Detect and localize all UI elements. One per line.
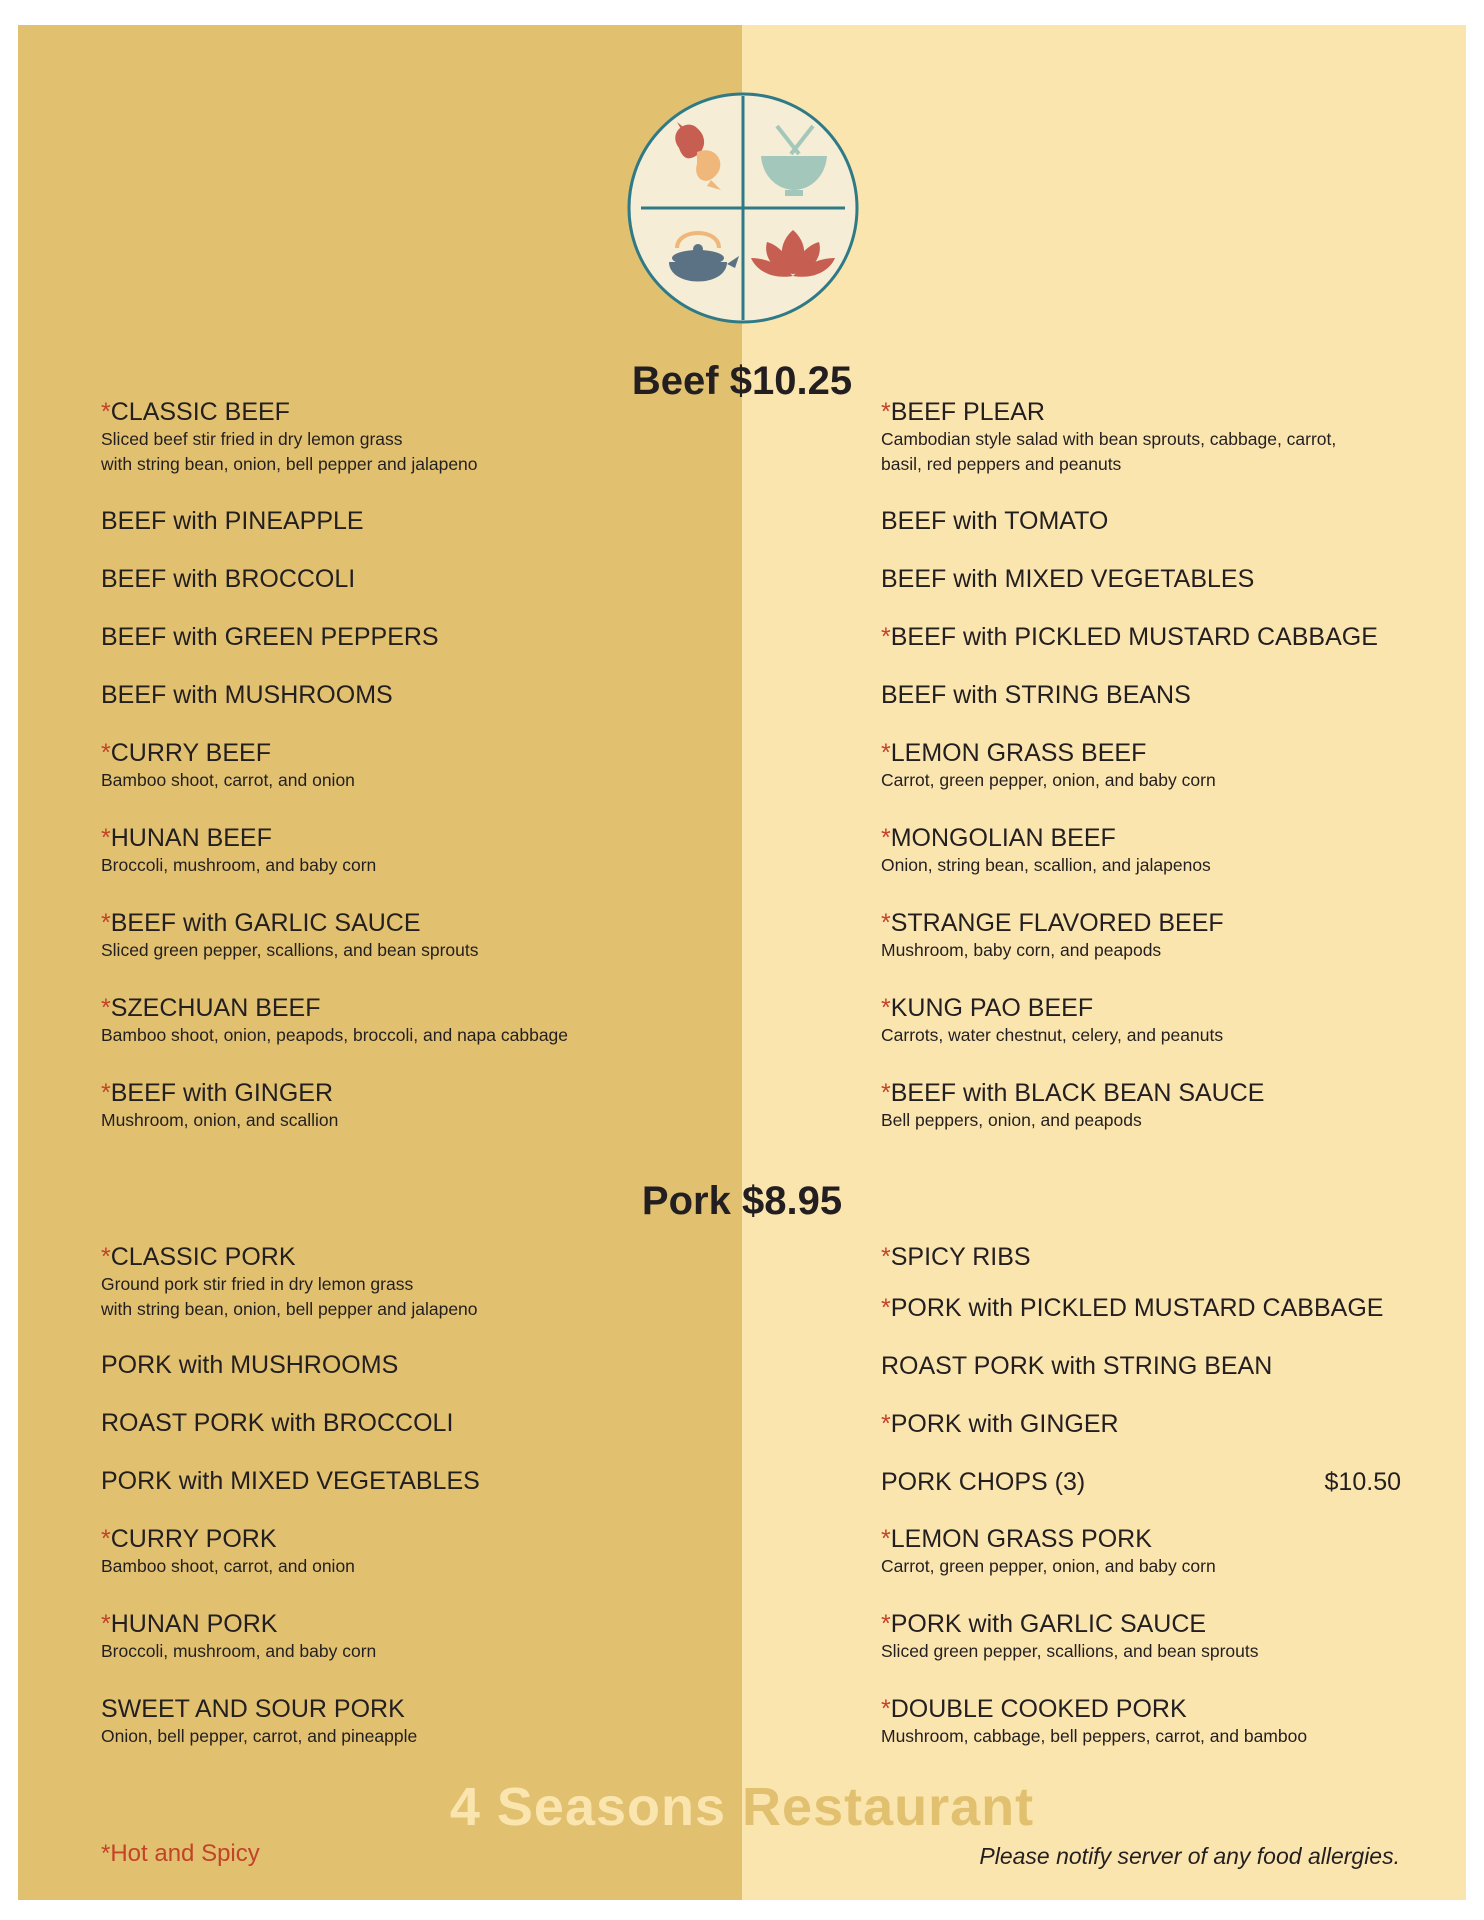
item-description: Carrot, green pepper, onion, and baby corn <box>881 1556 1216 1576</box>
item-name <box>881 738 1401 768</box>
item-name <box>881 908 1401 938</box>
item-name-text: BEEF with BROCCOLI <box>101 565 356 593</box>
item-name-text: BEEF with PICKLED MUSTARD CABBAGE <box>890 623 1378 651</box>
spicy-star: * <box>101 398 111 426</box>
item-description: Onion, string bean, scallion, and jalapenos <box>881 855 1211 875</box>
menu-item <box>101 397 661 477</box>
item-name <box>101 1466 661 1496</box>
item-description: Bamboo shoot, carrot, and onion <box>101 1556 355 1576</box>
item-description: Carrot, green pepper, onion, and baby corn <box>881 770 1216 790</box>
spicy-star: * <box>881 994 891 1022</box>
menu-item <box>881 1409 1401 1439</box>
item-name <box>101 1350 661 1380</box>
item-name-text: STRANGE FLAVORED BEEF <box>890 909 1224 937</box>
spicy-star: * <box>881 739 891 767</box>
item-name <box>101 908 661 938</box>
item-name-text: LEMON GRASS BEEF <box>890 739 1147 767</box>
spicy-star: * <box>881 1410 891 1438</box>
item-name <box>101 1078 661 1108</box>
item-description: Mushroom, cabbage, bell peppers, carrot, and bamboo <box>881 1726 1308 1746</box>
menu-item <box>101 680 661 710</box>
item-name-text: CLASSIC PORK <box>110 1243 296 1271</box>
item-price: $10.50 <box>1324 1468 1401 1496</box>
spicy-star: * <box>101 1610 111 1638</box>
item-name <box>101 823 661 853</box>
item-name <box>101 397 661 427</box>
menu-item <box>101 1242 661 1322</box>
item-name <box>101 1694 661 1724</box>
menu-item <box>101 1466 661 1496</box>
item-name-text: BEEF with BLACK BEAN SAUCE <box>890 1079 1265 1107</box>
item-name <box>881 1694 1401 1724</box>
menu-item <box>881 1351 1401 1381</box>
item-name-text: SPICY RIBS <box>890 1243 1031 1271</box>
item-name <box>881 622 1401 652</box>
item-name-text: BEEF with MIXED VEGETABLES <box>881 565 1255 593</box>
menu-item <box>881 738 1401 793</box>
item-description: Mushroom, onion, and scallion <box>101 1110 339 1130</box>
menu-item <box>881 1524 1401 1579</box>
spicy-star: * <box>881 1243 891 1271</box>
item-name <box>101 1609 661 1639</box>
item-name-text: SZECHUAN BEEF <box>110 994 321 1022</box>
item-name-text: SWEET AND SOUR PORK <box>101 1695 405 1723</box>
menu-item <box>101 506 661 536</box>
item-name-text: LEMON GRASS PORK <box>890 1525 1152 1553</box>
item-name <box>881 397 1401 427</box>
beef-section-title: Beef $10.25 <box>631 359 853 403</box>
menu-item <box>881 1694 1401 1749</box>
spicy-star: * <box>881 824 891 852</box>
item-name-text: ROAST PORK with STRING BEAN <box>881 1352 1273 1380</box>
spicy-star: * <box>881 623 891 651</box>
menu-item <box>881 397 1401 477</box>
item-name <box>101 622 661 652</box>
spicy-star: * <box>881 1079 891 1107</box>
item-name-text: BEEF with GARLIC SAUCE <box>110 909 421 937</box>
spicy-star: * <box>881 1610 891 1638</box>
item-name-text: CURRY PORK <box>110 1525 277 1553</box>
item-name-text: PORK with GINGER <box>890 1410 1119 1438</box>
menu-item <box>881 1242 1401 1272</box>
item-name <box>881 1609 1401 1639</box>
menu-item <box>101 1524 661 1579</box>
item-name <box>881 680 1401 710</box>
item-name-text: BEEF with TOMATO <box>881 507 1109 535</box>
item-name-text: ROAST PORK with BROCCOLI <box>101 1409 454 1437</box>
item-name <box>101 564 661 594</box>
spicy-star: * <box>101 994 111 1022</box>
spicy-star: * <box>101 1243 111 1271</box>
item-description: Bamboo shoot, onion, peapods, broccoli, and napa cabbage <box>101 1025 569 1045</box>
pork-section-title: Pork $8.95 <box>641 1179 843 1223</box>
restaurant-name <box>0 1777 1484 1837</box>
restaurant-name-part: 4 Seasons <box>449 1777 727 1837</box>
menu-item <box>101 622 661 652</box>
spicy-star: * <box>881 1695 891 1723</box>
item-name <box>881 1242 1401 1272</box>
item-name-text: DOUBLE COOKED PORK <box>890 1695 1187 1723</box>
item-name-text: CURRY BEEF <box>110 739 271 767</box>
hot-and-spicy-legend: *Hot and Spicy <box>101 1840 260 1867</box>
item-name-text: PORK with MUSHROOMS <box>101 1351 399 1379</box>
spicy-star: * <box>101 824 111 852</box>
menu-item <box>881 823 1401 878</box>
item-name <box>101 1408 661 1438</box>
menu-item <box>881 908 1401 963</box>
item-description: Ground pork stir fried in dry lemon grass with string bean, onion, bell pepper and jalapeno <box>101 1274 478 1319</box>
item-description: Carrots, water chestnut, celery, and peanuts <box>881 1025 1224 1045</box>
item-name-text: PORK with MIXED VEGETABLES <box>101 1467 480 1495</box>
item-name <box>881 1078 1401 1108</box>
item-description: Onion, bell pepper, carrot, and pineapple <box>101 1726 418 1746</box>
item-name <box>101 1524 661 1554</box>
item-description: Sliced green pepper, scallions, and bean sprouts <box>101 940 479 960</box>
menu-item <box>101 1694 661 1749</box>
item-name <box>101 1242 661 1272</box>
spicy-star: * <box>881 1525 891 1553</box>
item-name-text: PORK with PICKLED MUSTARD CABBAGE <box>890 1294 1384 1322</box>
menu-item <box>101 1350 661 1380</box>
item-name-text: HUNAN BEEF <box>110 824 272 852</box>
menu-item <box>881 1467 1401 1497</box>
item-name <box>881 823 1401 853</box>
menu-item <box>881 1078 1401 1133</box>
menu-item <box>881 622 1401 652</box>
item-description: Sliced green pepper, scallions, and bean sprouts <box>881 1641 1259 1661</box>
item-name-text: BEEF with STRING BEANS <box>881 681 1191 709</box>
item-name <box>881 993 1401 1023</box>
allergy-notice: Please notify server of any food allergies. <box>979 1843 1400 1869</box>
item-name-text: BEEF with MUSHROOMS <box>101 681 393 709</box>
menu-item <box>101 908 661 963</box>
menu-item <box>881 564 1401 594</box>
item-description: Bell peppers, onion, and peapods <box>881 1110 1142 1130</box>
item-description: Broccoli, mushroom, and baby corn <box>101 1641 377 1661</box>
item-name-text: PORK CHOPS (3) <box>881 1468 1086 1496</box>
menu-item <box>881 506 1401 536</box>
menu-item <box>881 1293 1401 1323</box>
spicy-star: * <box>881 1294 891 1322</box>
spicy-star: * <box>881 909 891 937</box>
item-name <box>101 738 661 768</box>
menu-item <box>101 823 661 878</box>
menu-item <box>101 993 661 1048</box>
item-name-text: PORK with GARLIC SAUCE <box>890 1610 1207 1638</box>
spicy-star: * <box>101 739 111 767</box>
item-name <box>881 1524 1401 1554</box>
spicy-star: * <box>101 1525 111 1553</box>
item-name-text: BEEF PLEAR <box>890 398 1045 426</box>
item-name <box>881 1409 1401 1439</box>
item-name <box>101 993 661 1023</box>
item-name <box>881 564 1401 594</box>
item-name <box>101 680 661 710</box>
item-name <box>881 506 1401 536</box>
item-name-text: KUNG PAO BEEF <box>890 994 1094 1022</box>
item-description: Sliced beef stir fried in dry lemon grass with string bean, onion, bell pepper and jalapeno <box>101 429 478 474</box>
restaurant-name-part: Restaurant <box>726 1777 1035 1837</box>
menu-item <box>101 738 661 793</box>
spicy-star: * <box>881 398 891 426</box>
item-name-text: BEEF with GINGER <box>110 1079 333 1107</box>
item-name <box>881 1351 1401 1381</box>
menu-item <box>881 1609 1401 1664</box>
item-name <box>881 1467 1401 1497</box>
item-description: Mushroom, baby corn, and peapods <box>881 940 1162 960</box>
spicy-star: * <box>101 909 111 937</box>
item-name <box>101 506 661 536</box>
item-description: Cambodian style salad with bean sprouts, cabbage, carrot, basil, red peppers and peanuts <box>881 429 1337 474</box>
item-description: Broccoli, mushroom, and baby corn <box>101 855 377 875</box>
item-name-text: BEEF with PINEAPPLE <box>101 507 364 535</box>
item-name-text: CLASSIC BEEF <box>110 398 290 426</box>
menu-item <box>101 564 661 594</box>
menu-item <box>881 680 1401 710</box>
menu-item <box>881 993 1401 1048</box>
menu-item <box>101 1408 661 1438</box>
item-name-text: HUNAN PORK <box>110 1610 278 1638</box>
item-description: Bamboo shoot, carrot, and onion <box>101 770 355 790</box>
restaurant-logo <box>627 92 859 324</box>
spicy-star: * <box>101 1079 111 1107</box>
item-name <box>881 1293 1401 1323</box>
menu-item <box>101 1609 661 1664</box>
item-name-text: MONGOLIAN BEEF <box>890 824 1116 852</box>
item-name-text: BEEF with GREEN PEPPERS <box>101 623 439 651</box>
menu-item <box>101 1078 661 1133</box>
